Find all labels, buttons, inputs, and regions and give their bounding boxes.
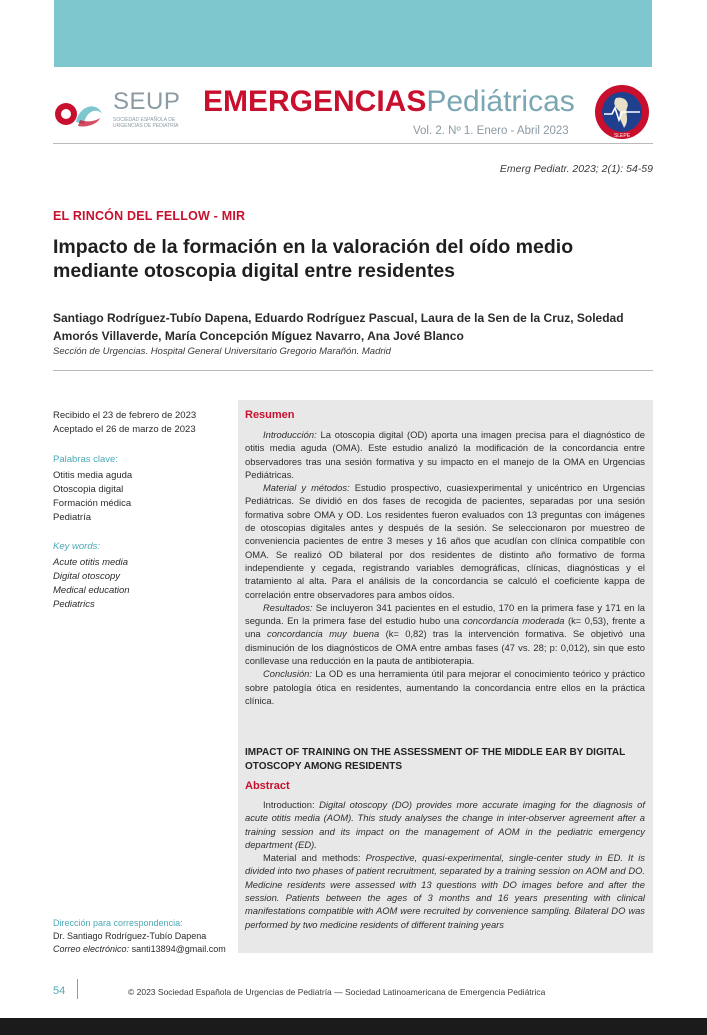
journal-title-part1: EMERGENCIAS: [203, 85, 427, 118]
resumen-conclusion: [245, 667, 645, 707]
accepted-date: Aceptado el 26 de marzo de 2023: [53, 424, 196, 435]
abstract-intro-text: Digital otoscopy (DO) provides more accurate imaging for the diagnosis of acute otitis media (AOM). This study analyses the change in inter-observer agreement after a training session and its impact on the management of AOM in the pediatric emergency department (ED).: [245, 799, 646, 850]
seup-logo: [54, 92, 104, 132]
seup-subtitle-2: URGENCIAS DE PEDIATRÍA: [113, 123, 179, 129]
resumen-intro: [245, 428, 645, 481]
abstract-intro: [245, 798, 645, 851]
resumen-methods-text: Estudio prospectivo, cuasiexperimental y unicéntrico en Urgencias Pediátricas. Se dividió en dos fases de recogida de pacientes, separadas por una sesión formativa sobre OMA y OD. Los residentes fueron evaluados con 13 preguntas con imágenes de otoscopias digitales antes y después de la sesión. Se seleccionaron por muestreo de conveniencia pacientes de entre 3 meses y 16 años que acudían con clínica compatible con OMA. Se realizó OD bilateral por dos residentes de distinto año formativo de forma independiente y cegada, registrando variables demográficas, clínicas, diagnósticas y el tratamiento al alta. Para el análisis de la concordancia se calculó el coeficiente kappa de correlación entre observadores para ambos oídos.: [245, 482, 645, 600]
abstract-body: [245, 798, 645, 931]
journal-title-part2: Pediátricas: [426, 85, 575, 118]
seup-subtitle-1: SOCIEDAD ESPAÑOLA DE: [113, 117, 176, 123]
correspondence-email-label: Correo electrónico:: [53, 944, 130, 954]
journal-volume: Vol. 2. Nº 1. Enero - Abril 2023: [413, 125, 569, 137]
abstract-heading: Abstract: [245, 780, 290, 792]
correspondence-name: Dr. Santiago Rodríguez-Tubío Dapena: [53, 931, 207, 941]
resumen-results: [245, 601, 645, 667]
keyword-en: Digital otoscopy: [53, 571, 121, 582]
header-divider: [53, 143, 653, 144]
resumen-results-text: (k= 0,82) tras la intervención formativa. Se objetivó una disminución de los diagnósticos de OMA entre ambas fases (47 vs. 28; p: 0,012), sin que esto conllevase una reducción en la pauta de antibioterapia.: [245, 628, 645, 667]
keyword-es: Otitis media aguda: [53, 470, 133, 481]
resumen-heading: Resumen: [245, 409, 295, 421]
resumen-results-label: Resultados:: [263, 601, 313, 613]
keyword-en: Acute otitis media: [53, 557, 128, 568]
resumen-results-em: concordancia moderada: [462, 615, 565, 627]
resumen-results-text: (k= 0,53), frente a una: [245, 615, 645, 640]
resumen-conclusion-text: La OD es una herramienta útil para mejorar el conocimiento teórico y práctico sobre patología ótica en residentes, aumentando la concordancia entre ellos en la práctica clínica.: [245, 668, 645, 706]
abstract-methods-label: Material and methods:: [263, 852, 361, 864]
correspondence-email: santi13894@gmail.com: [131, 944, 226, 954]
resumen-methods-label: Material y métodos:: [263, 482, 350, 494]
keyword-es: Formación médica: [53, 498, 132, 509]
english-title: IMPACT OF TRAINING ON THE ASSESSMENT OF THE MIDDLE EAR BY DIGITAL OTOSCOPY AMONG RESIDENTS: [245, 747, 626, 772]
seal-text: SLEPE: [613, 133, 631, 139]
section-label: EL RINCÓN DEL FELLOW - MIR: [53, 209, 246, 223]
received-date: Recibido el 23 de febrero de 2023: [53, 410, 197, 421]
copyright: © 2023 Sociedad Española de Urgencias de Pediatría — Sociedad Latinoamericana de Emergencia Pediátrica: [128, 987, 546, 997]
keyword-es: Otoscopia digital: [53, 484, 124, 495]
resumen-conclusion-label: Conclusión:: [263, 668, 312, 680]
article-title: Impacto de la formación en la valoración del oído medio mediante otoscopia digital entre residentes: [53, 236, 574, 282]
page-number: 54: [53, 985, 66, 997]
resumen-results-em: concordancia muy buena: [267, 628, 380, 640]
slepe-seal-logo: [594, 84, 650, 140]
bottom-dark-bar: [0, 1018, 707, 1035]
resumen-results-text: Se incluyeron 341 pacientes en el estudio, 170 en la primera fase y 171 en la segunda. En la primera fase del estudio hubo una: [245, 601, 646, 627]
correspondence-heading: Dirección para correspondencia:: [53, 918, 183, 928]
resumen-body: [245, 428, 645, 707]
top-color-bar: [54, 0, 652, 67]
correspondence-email-line: [53, 943, 226, 957]
abstract-methods: [245, 851, 645, 931]
resumen-intro-label: Introducción:: [263, 429, 317, 440]
abstract-intro-label: Introduction:: [263, 799, 315, 810]
keywords-en-heading: Key words:: [53, 541, 100, 552]
keywords-es-heading: Palabras clave:: [53, 454, 118, 465]
journal-title: [203, 85, 575, 119]
keyword-en: Medical education: [53, 585, 130, 596]
article-affiliation: Sección de Urgencias. Hospital General Universitario Gregorio Marañón. Madrid: [53, 346, 391, 357]
abstract-methods-text: Prospective, quasi-experimental, single-center study in ED. It is divided into two phases of patient recruitment, separated by a training session on AOM and DO. Medicine residents were assessed with 13 questions with DO images before and after the session. Patients between the ages of 3 months and 16 years presenting with clinical manifestations compatible with AOM were recruited by convenience sampling. Bilateral DO was performed by two medicine residents of different training years: [245, 852, 645, 930]
keyword-en: Pediatrics: [53, 599, 95, 610]
footer-separator: [77, 979, 78, 999]
keyword-es: Pediatría: [53, 512, 92, 523]
citation: Emerg Pediatr. 2023; 2(1): 54-59: [499, 163, 653, 175]
article-authors: Santiago Rodríguez-Tubío Dapena, Eduardo Rodríguez Pascual, Laura de la Sen de la Cruz, Soledad Amorós Villaverde, María Concepción Míguez Navarro, Ana Jové Blanco: [53, 311, 624, 343]
resumen-intro-text: La otoscopia digital (OD) aporta una imagen precisa para el diagnóstico de otitis media aguda (OMA). Este estudio analizó la modificación de la concordancia entre observadores tras una sesión formativa y su impacto en el manejo de la OMA en Urgencias Pediátricas.: [245, 429, 646, 480]
seup-name: SEUP: [113, 88, 181, 115]
title-divider: [53, 370, 653, 371]
resumen-methods: [245, 481, 645, 601]
